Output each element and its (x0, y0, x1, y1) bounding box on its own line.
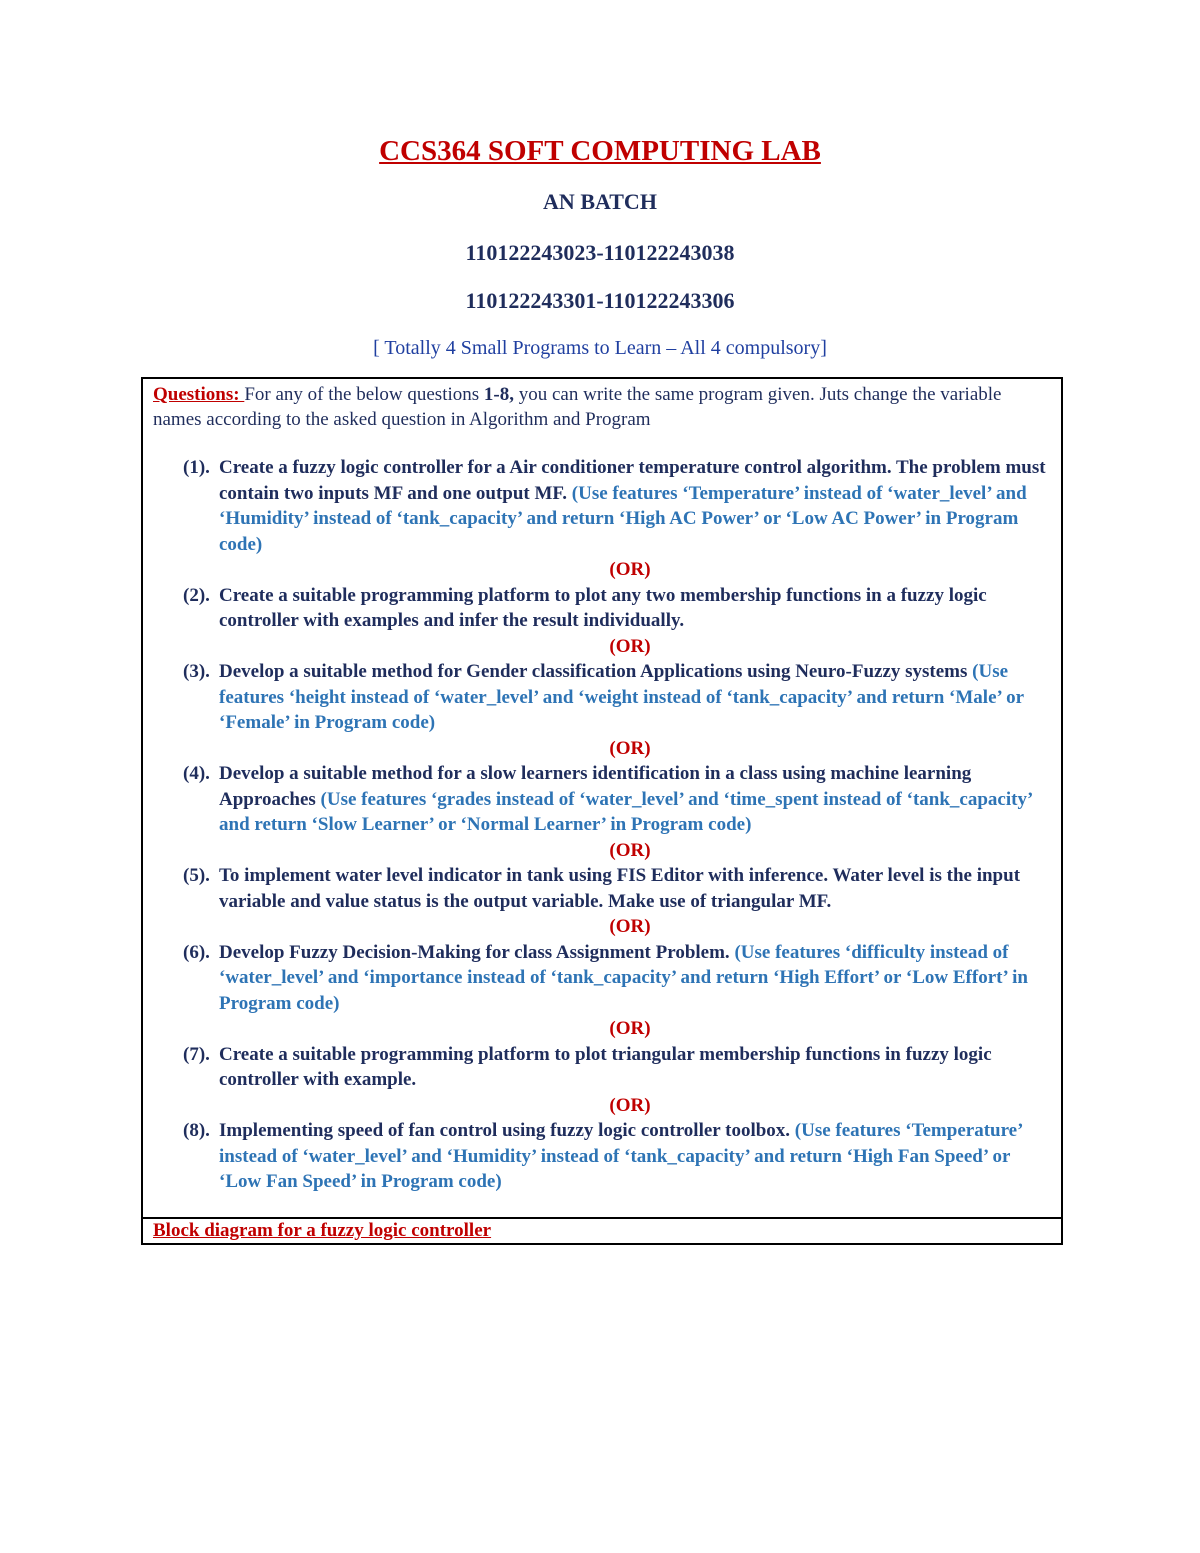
page-title: CCS364 SOFT COMPUTING LAB (379, 135, 821, 167)
question-text: Create a suitable programming platform to plot triangular membership functions in fuzzy logic controller with example. (219, 1043, 992, 1090)
question-number: (7). (183, 1043, 210, 1065)
question-hint: (Use features ‘Temperature’ instead of ‘water_level’ and ‘Humidity’ instead of ‘tank_capacity’ and return ‘High Fan Speed’ or ‘Low Fan Speed’ in Program code) (219, 1120, 1023, 1192)
program-note: [ Totally 4 Small Programs to Learn – All 4 compulsory] (373, 337, 827, 359)
question-number: (3). (183, 661, 210, 682)
question-number: (4). (183, 763, 210, 784)
intro-text-before: For any of the below questions (244, 384, 484, 405)
roll-range-1: 110122243023-110122243038 (465, 240, 735, 265)
or-separator: (OR) (609, 737, 651, 759)
question-3 (153, 659, 1051, 736)
questions-cell (143, 379, 1061, 1219)
or-separator: (OR) (609, 635, 651, 657)
question-text: Develop a suitable method for a slow learners identification in a class using machine learning Approaches (219, 763, 972, 810)
question-1 (153, 455, 1051, 557)
or-separator: (OR) (609, 839, 651, 861)
or-separator: (OR) (609, 1018, 651, 1039)
roll-range-2: 110122243301-110122243306 (465, 288, 735, 313)
question-hint: (Use features ‘Temperature’ instead of ‘water_level’ and ‘Humidity’ instead of ‘tank_capacity’ and return ‘High AC Power’ or ‘Low AC Power’ in Program code) (219, 482, 1027, 555)
block-diagram-heading: Block diagram for a fuzzy logic controller (153, 1219, 492, 1241)
question-number: (8). (183, 1120, 210, 1141)
question-number: (6). (183, 941, 210, 963)
questions-intro (153, 382, 1051, 432)
question-number: (2). (183, 584, 210, 606)
question-4 (153, 761, 1051, 838)
or-separator: (OR) (609, 559, 651, 580)
question-5 (153, 863, 1051, 914)
question-8 (153, 1118, 1051, 1195)
question-text: Implementing speed of fan control using fuzzy logic controller toolbox. (219, 1120, 795, 1141)
question-hint: (Use features ‘grades instead of ‘water_level’ and ‘time_spent instead of ‘tank_capacity’ and return ‘Slow Learner’ or ‘Normal Learner’ in Program code) (219, 788, 1032, 835)
question-text: Develop Fuzzy Decision-Making for class Assignment Problem. (219, 941, 735, 963)
question-6 (153, 940, 1051, 1017)
question-text: To implement water level indicator in tank using FIS Editor with inference. Water level is the input variable and value status is the output variable. Make use of triangular MF. (219, 865, 1021, 912)
question-text: Create a suitable programming platform to plot any two membership functions in a fuzzy logic controller with examples and infer the result individually. (219, 584, 987, 631)
batch-name: AN BATCH (543, 189, 657, 214)
question-hint: (Use features ‘difficulty instead of ‘water_level’ and ‘importance instead of ‘tank_capacity’ and return ‘High Effort’ or ‘Low Effort’ in Program code) (219, 941, 1028, 1014)
questions-label: Questions: (153, 384, 245, 405)
intro-range: 1-8, (483, 384, 514, 405)
intro-text-after: you can write the same program given. Juts change the variable names according to the asked question in Algorithm and Program (153, 384, 1002, 430)
or-separator: (OR) (609, 916, 651, 937)
question-hint: (Use features ‘height instead of ‘water_level’ and ‘weight instead of ‘tank_capacity’ and return ‘Male’ or ‘Female’ in Program code) (219, 661, 1024, 733)
question-text: Create a fuzzy logic controller for a Air conditioner temperature control algorithm. The problem must contain two inputs MF and one output MF. (219, 457, 1046, 504)
question-2 (153, 583, 1051, 634)
or-separator: (OR) (609, 1094, 651, 1116)
question-number: (5). (183, 865, 210, 886)
question-text: Develop a suitable method for Gender classification Applications using Neuro-Fuzzy systems (219, 661, 973, 682)
question-number: (1). (183, 457, 210, 478)
questions-table (141, 377, 1063, 1245)
question-7 (153, 1042, 1051, 1093)
